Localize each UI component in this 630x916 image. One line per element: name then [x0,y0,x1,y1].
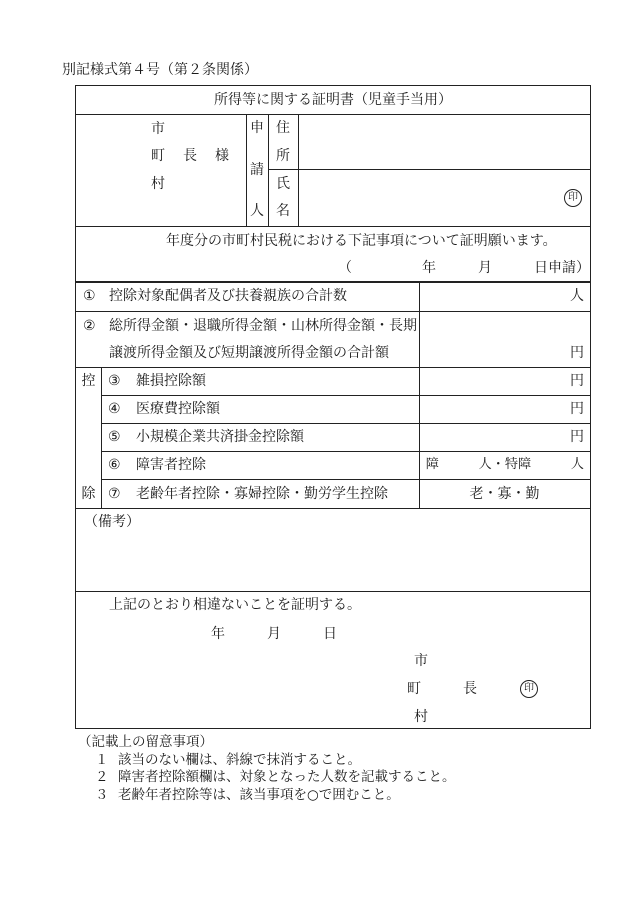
table-rule [419,282,420,508]
label-character: 住 [276,120,290,136]
table-rule [76,226,590,227]
note-number: １ [95,752,109,768]
label-character: 氏 [276,176,290,192]
addressee-town-line: 町 長 様 [151,148,231,164]
table-rule [76,591,590,592]
remarks-field [76,530,590,590]
deduction-label: 雑損控除額 [136,373,206,389]
form-number-label: 別記様式第４号（第２条関係） [62,62,258,78]
table-rule [76,508,590,509]
address-field [299,115,590,169]
label-character: 控 [81,373,96,389]
issuer-town-mayor: 町 長 [407,681,477,697]
table-rule [101,423,590,424]
note-number: ２ [95,769,109,785]
note-text: 該当のない欄は、斜線で抹消すること。 [118,752,361,768]
certificate-table [75,85,591,729]
addressee-village: 村 [151,176,165,192]
table-rule [101,367,102,508]
deductions-group-label [76,374,101,501]
notes-heading: （記載上の留意事項） [78,734,213,750]
deduction-number: ③ [108,373,121,389]
certification-statement: 上記のとおり相違ないことを証明する。 [109,597,361,613]
label-character: 請 [250,161,264,178]
label-character: 人 [250,203,264,219]
note-number: ３ [95,787,109,803]
deduction-label: 老齢年者控除・寡婦控除・勤労学生控除 [136,486,388,502]
deduction-value: 障 人・特障 人 [425,457,584,472]
deduction-number: ④ [108,401,121,417]
item-number: ② [83,318,96,334]
item-unit: 人 [570,288,584,304]
table-rule [101,395,590,396]
table-rule [76,367,590,368]
table-rule [101,451,590,452]
label-character: 名 [276,203,290,219]
name-field [299,170,590,226]
label-character: 所 [276,148,290,164]
deduction-label: 小規模企業共済掛金控除額 [136,429,304,445]
name-label [268,177,298,218]
deduction-value: 老・寡・勤 [469,486,540,502]
deduction-number: ⑤ [108,429,121,445]
table-rule [101,479,590,480]
deduction-label: 障害者控除 [136,457,206,473]
certificate-title: 所得等に関する証明書（児童手当用） [214,92,452,108]
item-unit: 円 [570,345,584,361]
address-label [268,121,298,163]
remarks-label: （備考） [84,514,140,530]
item-label: 控除対象配偶者及び扶養親族の合計数 [109,288,347,304]
note-text: 老齢年者控除等は、該当事項を○で囲むこと。 [118,787,400,803]
label-character: 除 [81,486,96,502]
table-rule [76,311,590,312]
applicant-label [246,121,268,218]
deduction-number: ⑦ [108,486,121,502]
addressee-city: 市 [151,121,165,137]
request-text: 年度分の市町村民税における下記事項について証明願います。 [166,233,557,249]
seal-icon: 印 [564,189,582,207]
item-label: 総所得金額・退職所得金額・山林所得金額・長期 [109,318,417,334]
note-text: 障害者控除額欄は、対象となった人数を記載すること。 [118,769,456,785]
issuer-village: 村 [414,709,428,725]
issuer-city: 市 [414,653,428,669]
deduction-number: ⑥ [108,457,121,473]
request-date: （ 年 月 日申請） [338,260,590,276]
item-label: 譲渡所得金額及び短期譲渡所得金額の合計額 [109,345,389,361]
deduction-value: 円 [570,401,584,417]
certification-date: 年 月 日 [211,626,337,642]
deduction-value: 円 [570,429,584,445]
deduction-label: 医療費控除額 [136,401,220,417]
item-number: ① [83,288,96,304]
table-rule [76,281,590,283]
label-character: 申 [250,120,264,136]
seal-icon: 印 [520,680,538,698]
deduction-value: 円 [570,373,584,389]
